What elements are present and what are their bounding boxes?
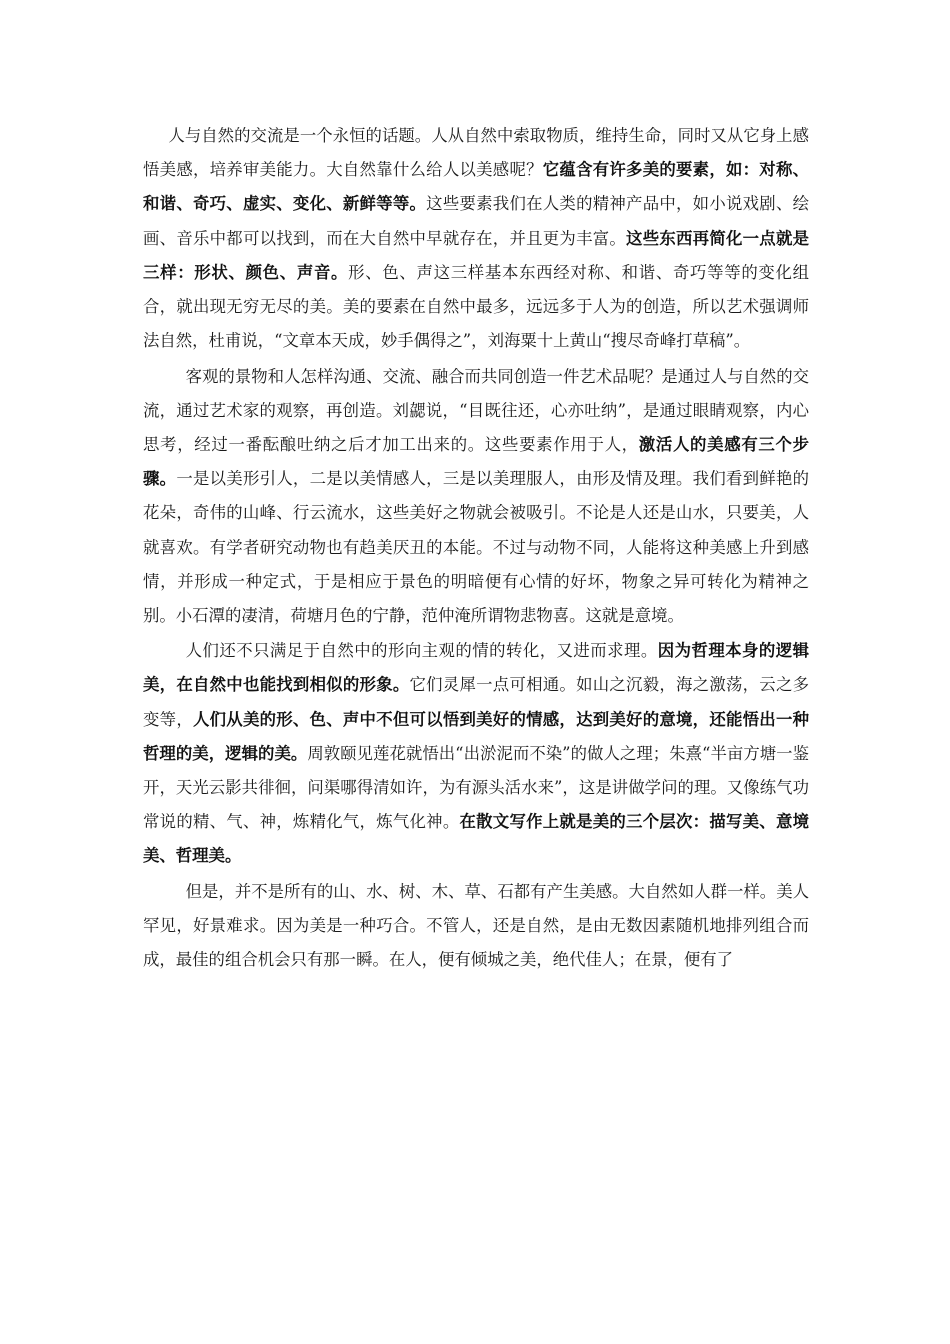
article-body [143, 119, 809, 978]
bold-text-run: 它蕴含有许多美的要素，如：对称、和谐、奇巧、虚实、变化、新鲜等等。 [143, 160, 810, 214]
bold-text-run: 人们从美的形、色、声中不但可以悟到美好的情感，达到美好的意境，还能悟出一种哲理的美，逻辑的美。 [143, 709, 810, 763]
bold-text-run: 激活人的美感有三个步骤。 [143, 434, 810, 489]
paragraph-3 [143, 634, 809, 873]
text-run: 这些要素我们在人类的精神产品中，如小说戏剧、绘画、音乐中都可以找到，而在大自然中早就存在，并且更为丰富。 [143, 194, 810, 248]
paragraph-4 [143, 875, 809, 978]
text-run: 它们灵犀一点可相通。如山之沉毅，海之激荡，云之多变等， [143, 675, 810, 729]
text-run: 周敦颐见莲花就悟出“出淤泥而不染”的做人之理；朱熹“半亩方塘一鉴开，天光云影共徘徊，问渠哪得清如许，为有源头活水来”，这是讲做学问的理。又像练气功常说的精、气、神，炼精化气，炼气化神。 [143, 743, 810, 832]
bold-text-run: 因为哲理本身的逻辑美，在自然中也能找到相似的形象。 [143, 641, 810, 695]
text-run: 人与自然的交流是一个永恒的话题。人从自然中索取物质，维持生命，同时又从它身上感悟美感，培养审美能力。大自然靠什么给人以美感呢？ [143, 126, 809, 180]
text-run: 形、色、声这三样基本东西经对称、和谐、奇巧等等的变化组合，就出现无穷无尽的美。美的要素在自然中最多，远远多于人为的创造，所以艺术强调师法自然，杜甫说，“文章本天成，妙手偶得之”，刘海粟十上黄山“搜尽奇峰打草稿”。 [143, 262, 809, 351]
bold-text-run: 在散文写作上就是美的三个层次：描写美、意境美、哲理美。 [143, 812, 810, 866]
text-run: 一是以美形引人，二是以美情感人，三是以美理服人，由形及情及理。我们看到鲜艳的花朵，奇伟的山峰、行云流水，这些美好之物就会被吸引。不论是人还是山水，只要美，人就喜欢。有学者研究动物也有趋美厌丑的本能。不过与动物不同，人能将这种美感上升到感情，并形成一种定式，于是相应于景色的明暗便有心情的好坏，物象之异可转化为精神之别。小石潭的凄清，荷塘月色的宁静，范仲淹所谓物悲物喜。这就是意境。 [143, 469, 810, 625]
text-run: 客观的景物和人怎样沟通、交流、融合而共同创造一件艺术品呢？是通过人与自然的交流，通过艺术家的观察，再创造。刘勰说，“目既往还，心亦吐纳”，是通过眼睛观察，内心思考，经过一番酝酿吐纳之后才加工出来的。这些要素作用于人， [143, 366, 809, 454]
paragraph-2 [143, 360, 809, 634]
text-run: 人们还不只满足于自然中的形向主观的情的转化，又进而求理。 [185, 641, 658, 661]
paragraph-1 [143, 119, 809, 358]
bold-text-run: 这些东西再简化一点就是三样：形状、颜色、声音。 [143, 228, 810, 282]
text-run: 但是，并不是所有的山、水、树、木、草、石都有产生美感。大自然如人群一样。美人罕见，好景难求。因为美是一种巧合。不管人，还是自然，是由无数因素随机地排列组合而成，最佳的组合机会只有那一瞬。在人，便有倾城之美，绝代佳人；在景，便有了 [143, 881, 809, 970]
